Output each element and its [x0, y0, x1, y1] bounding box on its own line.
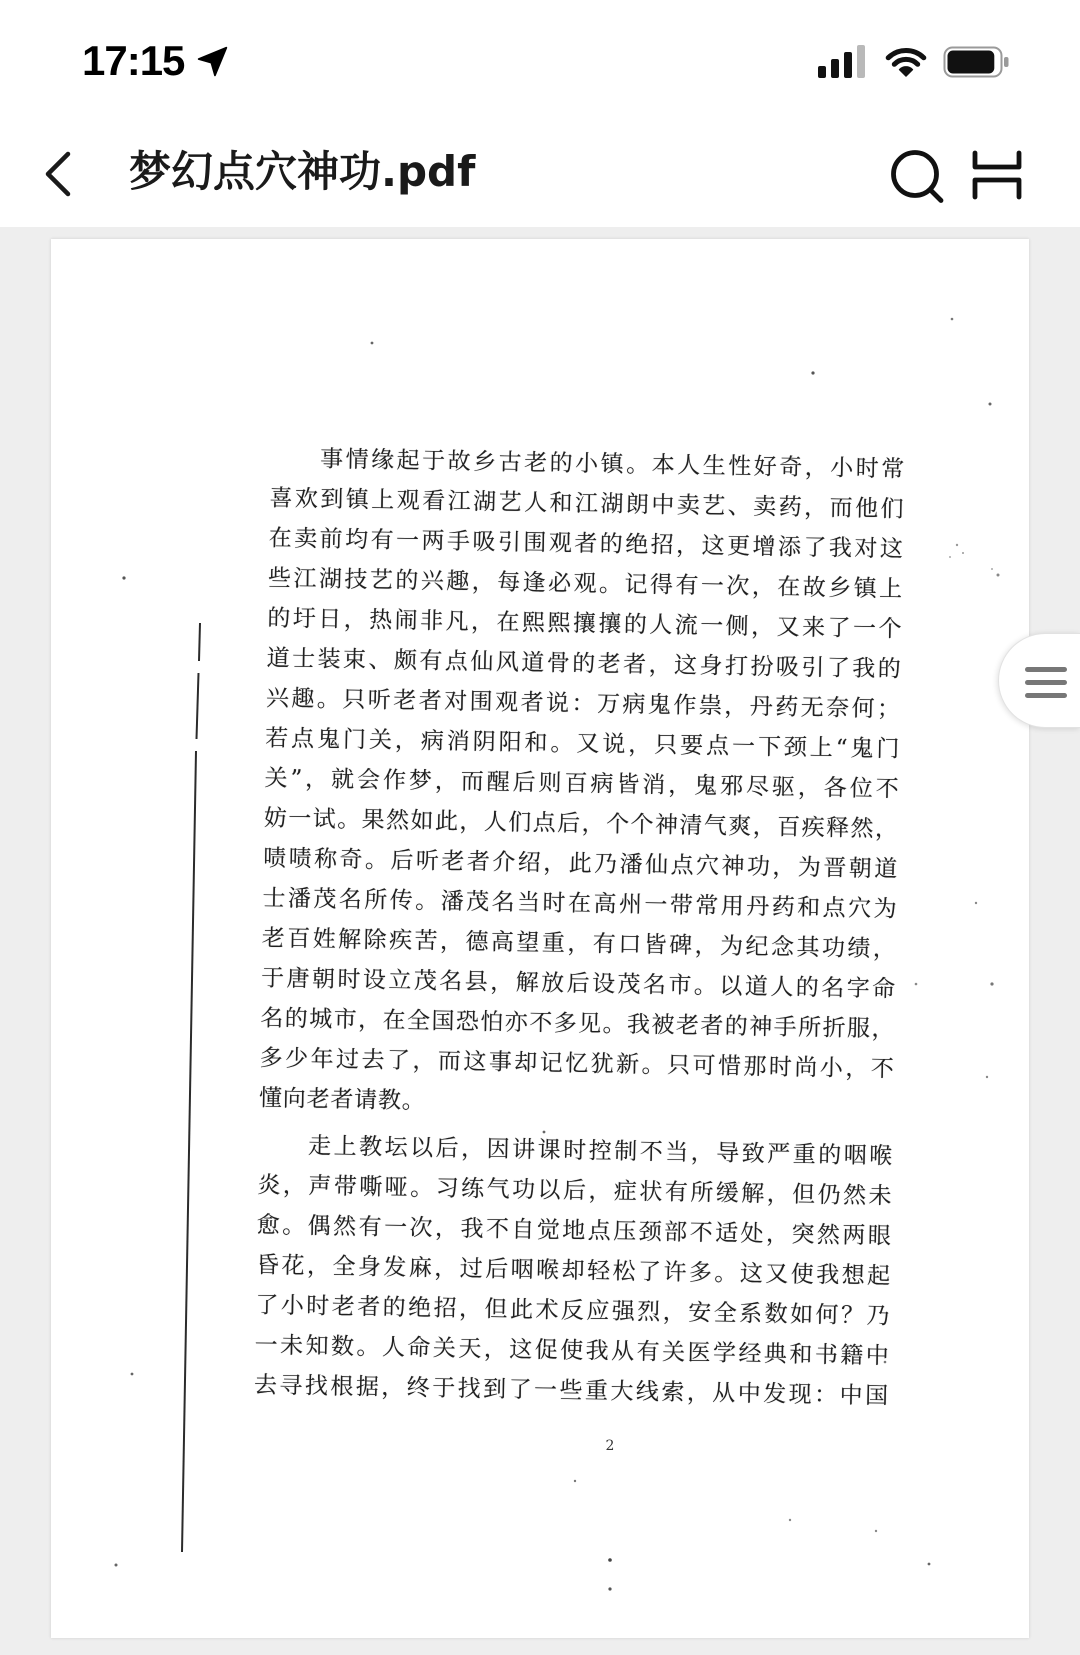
scan-binding-line — [199, 623, 200, 661]
pdf-page[interactable] — [51, 239, 1029, 1638]
scan-speck — [789, 1519, 791, 1521]
paragraph — [254, 1125, 894, 1416]
scan-speck — [997, 574, 1000, 577]
wifi-wedge — [900, 67, 913, 76]
text-line: 事情缘起于故乡古老的小镇。本人生性好奇，小时常 — [319, 446, 906, 483]
scan-binding-line — [182, 751, 196, 1552]
battery-cap — [1004, 57, 1009, 67]
paragraph — [259, 439, 906, 1130]
wifi-arc-outer — [888, 51, 924, 58]
scan-speck — [989, 403, 992, 406]
scan-speck — [608, 1558, 612, 1562]
text-line: 走上教坛以后，因讲课时控制不当，导致严重的咽喉 — [307, 1133, 894, 1170]
menu-icon — [1025, 667, 1067, 698]
scan-speck — [990, 982, 993, 985]
text-line: 士潘茂名所传。潘茂名当时在高州一带常用丹药和点穴为 — [262, 885, 898, 923]
menu-line — [1025, 680, 1067, 685]
app-header — [0, 0, 1080, 227]
search-button[interactable] — [884, 142, 946, 204]
text-line: 些江湖技艺的兴趣，每逢必观。记得有一次，在故乡镇上 — [267, 565, 904, 603]
scan-speck — [608, 1587, 611, 1590]
scan-speck — [875, 1530, 877, 1532]
chevron-left-shape — [48, 154, 68, 194]
text-line: 一未知数。人命关天，这促使我从有关医学经典和书籍中 — [254, 1332, 890, 1370]
menu-line — [1025, 693, 1067, 698]
text-line: 老百姓解除疾苦，德高望重，有口皆碑，为纪念其功绩， — [261, 925, 897, 963]
text-line: 的圩日，热闹非凡，在熙熙攘攘的人流一侧，又来了一个 — [267, 605, 903, 643]
back-button[interactable] — [30, 146, 86, 202]
signal-bar — [857, 45, 865, 78]
signal-bar — [844, 52, 852, 78]
page-number: 2 — [605, 1438, 615, 1454]
location-arrow-icon — [195, 44, 230, 79]
scan-speck — [951, 318, 954, 321]
cellular-signal-icon — [818, 44, 866, 78]
text-line: 若点鬼门关，病消阴阳和。又说，只要点一下颈上“鬼门 — [265, 725, 901, 763]
text-line: 多少年过去了，而这事却记忆犹新。只可惜那时尚小，不 — [259, 1045, 895, 1083]
menu-line — [1025, 667, 1067, 672]
search-icon — [884, 142, 946, 204]
scan-speck — [956, 544, 958, 546]
scan-speck — [928, 1563, 931, 1566]
battery-icon — [943, 46, 1010, 78]
text-line: 于唐朝时设立茂名县，解放后设茂名市。以道人的名字命 — [260, 965, 897, 1003]
text-line: 炎，声带嘶哑。习练气功以后，症状有所缓解，但仍然未 — [257, 1172, 893, 1210]
text-line: 名的城市，在全国恐怕亦不多见。我被老者的神手所折服， — [260, 1005, 896, 1043]
chevron-left-icon — [36, 150, 80, 198]
scan-binding-line — [197, 673, 199, 739]
signal-bar — [818, 66, 826, 78]
scan-speck — [962, 552, 964, 554]
collapse-bottom-bracket — [975, 180, 1019, 197]
scan-speck — [122, 576, 125, 579]
status-time: 17:15 — [82, 37, 185, 84]
scan-speck — [115, 1564, 118, 1567]
text-line: 喜欢到镇上观看江湖艺人和江湖朗中卖艺、卖药，而他们 — [269, 485, 905, 523]
location-arrow-shape — [199, 48, 227, 76]
collapse-button[interactable] — [966, 146, 1028, 204]
text-line: 去寻找根据，终于找到了一些重大线索，从中发现：中国 — [253, 1372, 890, 1410]
scan-speck — [986, 1076, 988, 1078]
scan-speck — [371, 342, 374, 345]
text-line: 妨一试。果然如此，人们点后，个个神清气爽，百疾释然， — [263, 805, 899, 843]
text-line: 愈。偶然有一次，我不自觉地点压颈部不适处，突然两眼 — [256, 1212, 892, 1250]
scan-speck — [975, 902, 977, 904]
text-line: 昏花，全身发麻，过后咽喉却轻松了许多。这又使我想起 — [255, 1252, 892, 1290]
collapse-icon — [966, 146, 1028, 204]
scan-speck — [811, 371, 814, 374]
document-title: 梦幻点穴神功.pdf — [129, 147, 476, 196]
scan-speck — [574, 1480, 576, 1482]
text-line: 兴趣。只听老者对围观者说：万病鬼作祟，丹药无奈何； — [265, 685, 902, 723]
search-handle — [931, 190, 942, 201]
signal-bar — [831, 59, 839, 78]
text-line: 啧啧称奇。后听老者介绍，此乃潘仙点穴神功，为晋朝道 — [262, 845, 899, 883]
wifi-icon — [885, 45, 927, 77]
text-line: 关”，就会作梦，而醒后则百病皆消，鬼邪尽驱，各位不 — [264, 765, 900, 803]
scan-speck — [949, 556, 951, 558]
text-line: 了小时老者的绝招，但此术反应强烈，安全系数如何？乃 — [255, 1292, 891, 1330]
scan-speck — [915, 983, 918, 986]
battery-fill — [948, 51, 995, 74]
page-text — [254, 439, 906, 1417]
text-line: 懂向老者请教。 — [258, 1085, 426, 1115]
scan-speck — [131, 1373, 134, 1376]
text-line: 道士装束、颇有点仙风道骨的老者，这身打扮吸引了我的 — [266, 645, 902, 683]
scan-speck — [991, 568, 993, 570]
wifi-arc-middle — [894, 59, 917, 64]
collapse-top-bracket — [975, 153, 1019, 167]
text-line: 在卖前均有一两手吸引围观者的绝招，这更增添了我对这 — [268, 525, 904, 563]
